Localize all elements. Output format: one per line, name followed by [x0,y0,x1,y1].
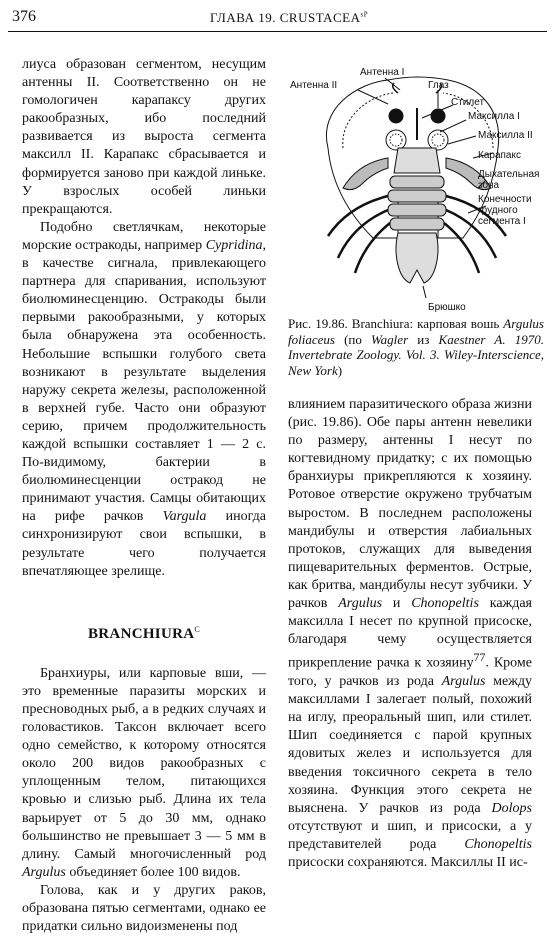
page-header [0,0,555,30]
left-eye [389,109,403,123]
paragraph: Подобно светлячкам, некоторые морские остракоды, например Cypridina, в качестве сигнала, привлекающего партнера для спаривания, используют биолюминесценцию. Остракоды были первыми ракообразными, у которых была обнаружена эта особенность. Небольшие вспышки голубого света возникают в результате выделения наружу секрета железы, расположенной в верхней губе. Часто они образуют серию, причем продолжительность каждой вспышки составляет 1 — 2 с. По-видимому, бактерии в биолюминесценции остракод не принимают участия. Самцы обитающих на рифе рачков Vargula иногда синхронизируют свои вспышки, в результате чего получается впечатляющее зрелище. [22,219,266,579]
paragraph: Голова, как и у других раков, образована пятью сегментами, однако ее придатки сильно видоизменены под [22,882,266,935]
running-head-text: ГЛАВА 19. CRUSTACEA [210,10,361,25]
label-resp-2: зона [478,180,500,191]
paragraph: Бранхиуры, или карповые вши, — это временные паразиты морских и пресноводных рыб, а в редких случаях и головастиков. Таксон включает всего одно семейство, к которому относятся около 200 видов ракообразных с уплощенным телом, питающихся кровью и слизью рыб. Длина их тела варьирует от 5 до 30 мм, однако большинство не превышает 3 — 5 мм в длину. Самый многочисленный род Argulus объединяет более 100 видов. [22,665,266,880]
figure-caption: Рис. 19.86. Branchiura: карповая вошь Argulus foliaceus (по Wagler из Kaestner A. 1970. Invertebrate Zoology. Vol. 3. Wiley-Interscience, New York) [288,316,544,378]
abdomen-shape [396,233,438,283]
label-maxilla-1: Максилла I [468,111,520,122]
paragraph: влиянием паразитического образа жизни (рис. 19.86). Обе пары антенн невелики по размеру, антенны I несут по когтевидному придатку; с их помощью бранхиуры прикрепляются к хозяину. Ротовое отверстие окружено трубчатым выростом. В последнем расположены мандибулы и отверстия лабиальных протоков, служащих для выведения пищеварительных ферментов. Острые, как бритва, мандибулы несут зубчики. У рачков Argulus и Chonopeltis каждая максилла I несет по крупной присоске, благодаря чему осуществляется прикрепление рачка к хозяину$^{77}$. Кроме того, у рачков из рода Argulus между максиллами I залегает полый, похожий на иглу, преоральный шип, или стилет. Шип соединяется с парой крупных ядовитых желез и используется для введения токсичного секрета в тело хозяина. Функция этого секрета не выяснена. У рачков из рода Dolops отсутствуют и шип, и присоски, а у представителей рода Chonopeltis присоски сохраняются. Максиллы II ис- [288,397,532,870]
caption-label: Рис. 19.86. [288,316,348,331]
running-head [210,10,368,26]
label-antenna-2: Антенна II [290,80,338,91]
label-maxilla-2: Максилла II [478,130,533,141]
argulus-figure [288,48,546,318]
paragraph: лиуса образован сегментом, несущим антенны II. Соответственно он не гомологичен карапаксу других ракообразных, ибо последний развивается из выроста сегмента максилл II. Карапакс сбрасывается и формируется заново при каждой линьке. У взрослых особей линьки прекращаются. [22,57,266,217]
label-resp-1: Дыхательная [478,169,540,180]
right-column [288,396,532,872]
label-limbs-1: Конечности [478,194,532,205]
running-head-mark: sP [360,10,369,19]
label-carapace: Карапакс [478,150,521,161]
label-abdomen: Брюшко [428,302,466,313]
label-stylet: Стилет [451,97,485,108]
right-sucker [428,130,448,150]
page-number: 376 [12,8,36,25]
header-rule [8,31,547,32]
label-limbs-3: сегмента I [478,216,526,227]
label-limbs-2: грудного [478,205,518,216]
left-sucker [386,130,406,150]
label-antenna-1: Антенна I [360,67,405,78]
left-column [22,56,266,936]
label-eye: Глаз [428,80,449,91]
footnote-ref: 77 [473,651,486,665]
section-heading: $BRANCHIURA^C$ [88,624,200,642]
